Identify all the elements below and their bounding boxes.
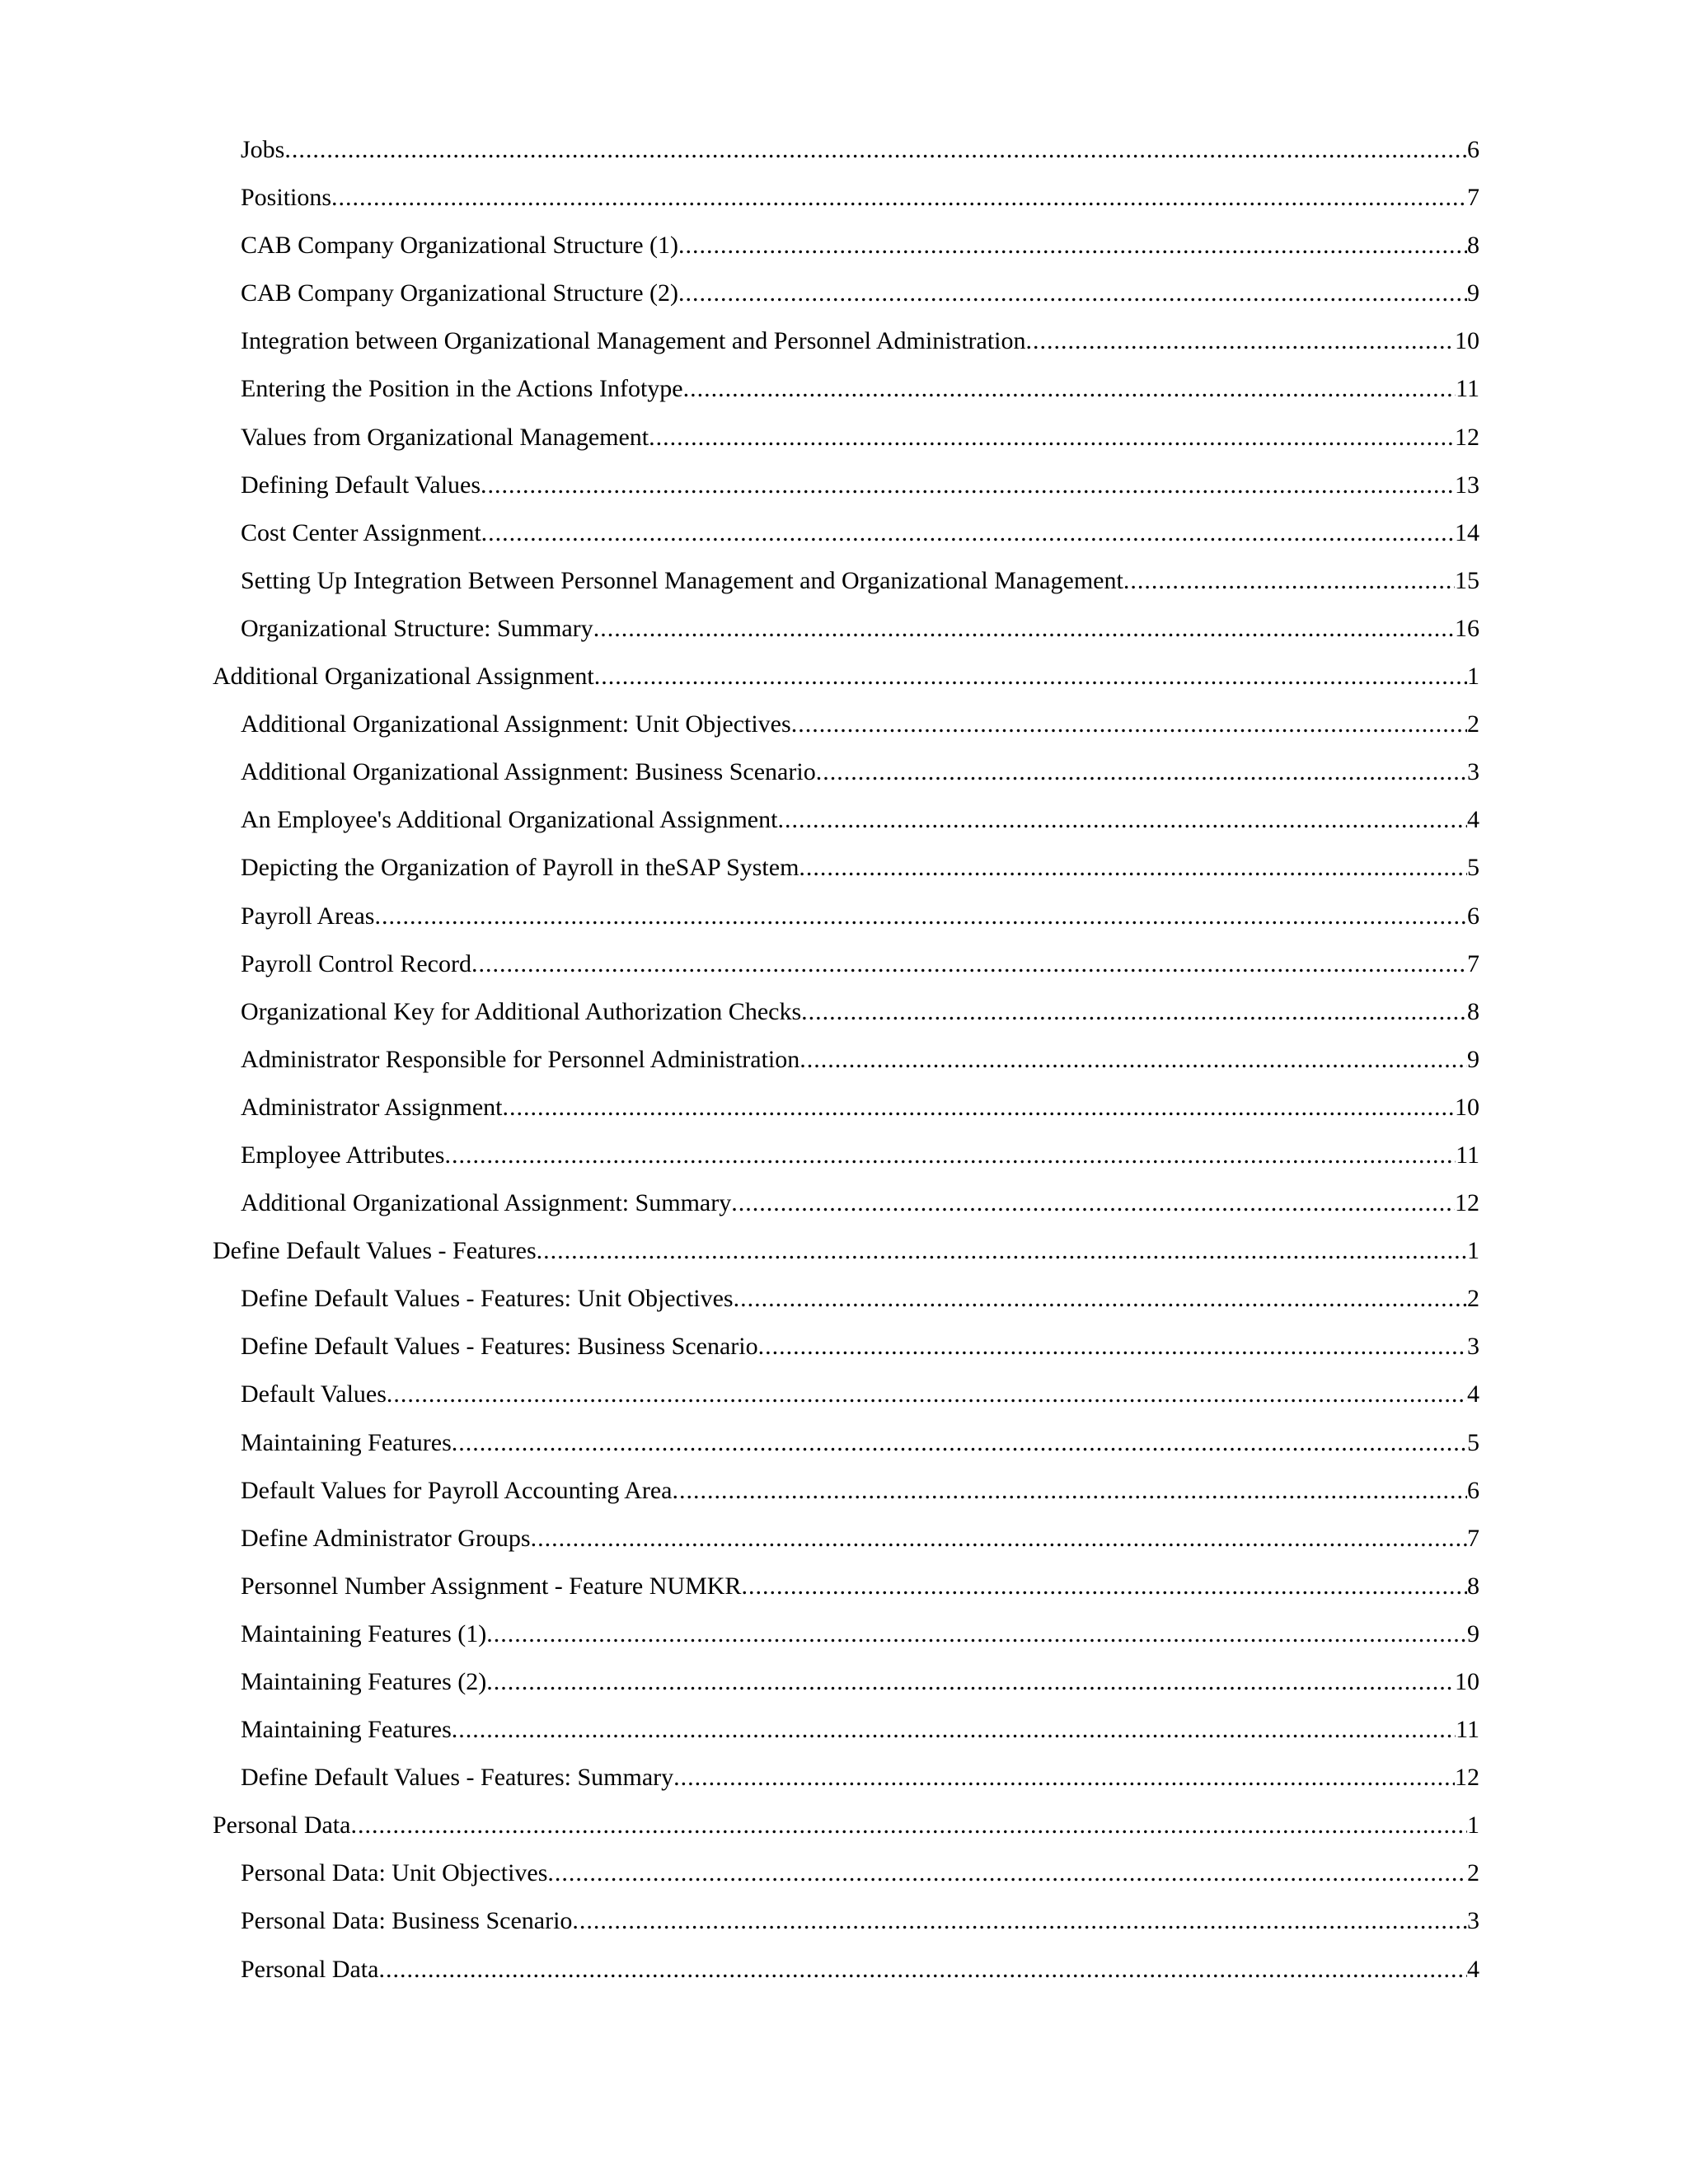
toc-entry-page-number: 10: [1455, 1668, 1479, 1695]
toc-entry-title: Personal Data: [213, 1811, 351, 1840]
toc-entry-title: Organizational Structure: Summary: [241, 614, 593, 642]
toc-entry-page-number: 12: [1455, 1764, 1479, 1792]
toc-dot-leader: [791, 707, 1467, 742]
toc-entry-page-number: 1: [1467, 1811, 1479, 1840]
toc-dot-leader: [331, 180, 1467, 215]
toc-entry-title: Define Default Values - Features: Business Scenario: [241, 1333, 758, 1361]
toc-dot-leader: [486, 1617, 1467, 1652]
toc-entry[interactable]: [213, 1904, 1479, 1952]
toc-entry[interactable]: [213, 1474, 1479, 1521]
toc-entry-page-number: 2: [1467, 1285, 1479, 1313]
toc-entry-title: Define Default Values - Features: Unit Objectives: [241, 1285, 734, 1313]
toc-dot-leader: [801, 995, 1467, 1029]
toc-entry-page-number: 12: [1455, 1189, 1479, 1217]
toc-entry[interactable]: [213, 851, 1479, 898]
toc-entry[interactable]: [213, 516, 1479, 564]
toc-dot-leader: [593, 612, 1455, 646]
toc-dot-leader: [799, 851, 1467, 885]
toc-entry[interactable]: [213, 612, 1479, 659]
toc-entry-title: Payroll Control Record: [241, 949, 471, 977]
toc-entry-title: Personal Data: Unit Objectives: [241, 1859, 548, 1887]
toc-entry[interactable]: [213, 803, 1479, 851]
toc-entry[interactable]: [213, 995, 1479, 1043]
toc-dot-leader: [471, 947, 1467, 982]
toc-entry-page-number: 5: [1467, 1428, 1479, 1456]
toc-entry-title: Administrator Responsible for Personnel Administration: [241, 1045, 800, 1073]
toc-entry-title: Administrator Assignment: [241, 1093, 503, 1121]
toc-entry-page-number: 12: [1455, 423, 1479, 451]
toc-entry[interactable]: [213, 468, 1479, 516]
toc-entry-title: Integration between Organizational Management and Personnel Administration: [241, 327, 1026, 355]
toc-entry-page-number: 6: [1467, 902, 1479, 930]
toc-dot-leader: [284, 133, 1467, 167]
toc-entry-title: Personnel Number Assignment - Feature NUMKR: [241, 1572, 742, 1600]
toc-entry-title: Entering the Position in the Actions Infotype: [241, 375, 683, 403]
toc-dot-leader: [486, 1665, 1455, 1699]
toc-entry-title: An Employee's Additional Organizational Assignment: [241, 806, 778, 834]
toc-entry-page-number: 8: [1467, 232, 1479, 260]
toc-entry[interactable]: [213, 755, 1479, 803]
toc-entry-title: Additional Organizational Assignment: Business Scenario: [241, 758, 816, 786]
toc-entry-page-number: 7: [1467, 1524, 1479, 1552]
toc-entry-page-number: 4: [1467, 806, 1479, 834]
toc-entry-title: Default Values for Payroll Accounting Area: [241, 1476, 673, 1504]
toc-entry-page-number: 1: [1467, 1237, 1479, 1265]
toc-entry-page-number: 11: [1456, 1716, 1479, 1744]
toc-entry-title: Define Default Values - Features: Summary: [241, 1764, 674, 1792]
toc-entry[interactable]: [213, 1282, 1479, 1329]
toc-dot-leader: [649, 420, 1455, 455]
toc-dot-leader: [481, 516, 1455, 551]
toc-entry-page-number: 3: [1467, 1907, 1479, 1935]
toc-entry-page-number: 16: [1455, 614, 1479, 642]
toc-entry[interactable]: [213, 707, 1479, 755]
toc-entry-title: Employee Attributes: [241, 1141, 445, 1169]
toc-entry-page-number: 4: [1467, 1380, 1479, 1408]
toc-entry-page-number: 4: [1467, 1955, 1479, 1983]
toc-entry-title: Maintaining Features: [241, 1716, 452, 1744]
toc-entry-title: Defining Default Values: [241, 471, 481, 499]
toc-entry-page-number: 11: [1456, 1141, 1479, 1169]
toc-dot-leader: [452, 1426, 1467, 1460]
toc-entry-page-number: 5: [1467, 854, 1479, 882]
toc-entry[interactable]: [213, 1713, 1479, 1760]
toc-entry[interactable]: [213, 1426, 1479, 1474]
table-of-contents: [213, 133, 1479, 2000]
toc-entry[interactable]: [213, 1186, 1479, 1234]
toc-entry[interactable]: [213, 324, 1479, 372]
toc-entry[interactable]: [213, 1952, 1479, 2000]
toc-dot-leader: [683, 372, 1456, 406]
toc-entry-title: Depicting the Organization of Payroll in theSAP System: [241, 854, 799, 882]
toc-dot-leader: [672, 1474, 1467, 1508]
toc-entry-page-number: 8: [1467, 997, 1479, 1025]
toc-dot-leader: [678, 276, 1467, 311]
toc-entry-page-number: 2: [1467, 710, 1479, 738]
toc-entry[interactable]: [213, 1617, 1479, 1665]
toc-dot-leader: [594, 659, 1467, 694]
toc-dot-leader: [350, 1808, 1467, 1843]
toc-entry-title: Payroll Areas: [241, 902, 375, 930]
toc-entry-page-number: 7: [1467, 184, 1479, 212]
toc-entry[interactable]: [213, 1090, 1479, 1138]
toc-dot-leader: [572, 1904, 1467, 1938]
toc-dot-leader: [741, 1569, 1467, 1604]
toc-entry[interactable]: [213, 1138, 1479, 1186]
toc-section-entry[interactable]: [213, 1234, 1479, 1282]
toc-dot-leader: [731, 1186, 1455, 1221]
toc-entry[interactable]: [213, 1760, 1479, 1808]
toc-dot-leader: [734, 1282, 1467, 1316]
toc-dot-leader: [1123, 564, 1455, 598]
toc-entry[interactable]: [213, 1329, 1479, 1377]
toc-dot-leader: [444, 1138, 1456, 1173]
toc-entry[interactable]: [213, 1043, 1479, 1090]
toc-entry-title: Default Values: [241, 1380, 387, 1408]
toc-entry-title: Positions: [241, 184, 332, 212]
toc-entry-page-number: 9: [1467, 1045, 1479, 1073]
toc-dot-leader: [503, 1090, 1456, 1125]
toc-entry-page-number: 10: [1455, 327, 1479, 355]
toc-entry-page-number: 10: [1455, 1093, 1479, 1121]
toc-entry[interactable]: [213, 947, 1479, 995]
toc-entry-page-number: 13: [1455, 471, 1479, 499]
toc-entry-page-number: 7: [1467, 949, 1479, 977]
toc-entry[interactable]: [213, 1569, 1479, 1617]
toc-dot-leader: [387, 1377, 1467, 1412]
toc-entry-page-number: 1: [1467, 663, 1479, 691]
toc-dot-leader: [452, 1713, 1456, 1747]
toc-entry[interactable]: [213, 1665, 1479, 1713]
toc-entry-page-number: 15: [1455, 566, 1479, 594]
toc-entry-title: Define Administrator Groups: [241, 1524, 531, 1552]
toc-entry-title: Setting Up Integration Between Personnel Management and Organizational Management: [241, 566, 1123, 594]
toc-dot-leader: [678, 228, 1467, 263]
toc-dot-leader: [777, 803, 1467, 837]
toc-entry-page-number: 6: [1467, 1476, 1479, 1504]
toc-entry-title: Organizational Key for Additional Authorization Checks: [241, 997, 802, 1025]
toc-entry-title: CAB Company Organizational Structure (1): [241, 232, 679, 260]
toc-dot-leader: [537, 1234, 1467, 1268]
toc-entry[interactable]: [213, 133, 1479, 180]
toc-entry[interactable]: [213, 372, 1479, 419]
toc-entry[interactable]: [213, 276, 1479, 324]
toc-entry[interactable]: [213, 180, 1479, 228]
toc-dot-leader: [1026, 324, 1455, 359]
toc-entry-title: Values from Organizational Management: [241, 423, 649, 451]
toc-entry[interactable]: [213, 420, 1479, 468]
toc-entry[interactable]: [213, 1856, 1479, 1904]
toc-entry-page-number: 9: [1467, 1619, 1479, 1647]
toc-entry-page-number: 9: [1467, 279, 1479, 307]
toc-entry-title: Define Default Values - Features: [213, 1237, 537, 1265]
toc-entry-title: Maintaining Features (1): [241, 1619, 487, 1647]
toc-entry-title: Additional Organizational Assignment: [213, 663, 594, 691]
toc-entry-title: Additional Organizational Assignment: Summary: [241, 1189, 732, 1217]
toc-entry[interactable]: [213, 228, 1479, 276]
toc-entry[interactable]: [213, 564, 1479, 612]
toc-entry[interactable]: [213, 1377, 1479, 1425]
toc-entry-page-number: 2: [1467, 1859, 1479, 1887]
toc-entry-page-number: 3: [1467, 758, 1479, 786]
toc-entry-page-number: 11: [1456, 375, 1479, 403]
toc-entry[interactable]: [213, 1521, 1479, 1569]
toc-entry-page-number: 8: [1467, 1572, 1479, 1600]
toc-entry-title: Personal Data: [241, 1955, 379, 1983]
toc-dot-leader: [374, 899, 1467, 934]
toc-dot-leader: [758, 1329, 1467, 1364]
toc-entry-title: Personal Data: Business Scenario: [241, 1907, 573, 1935]
toc-section-entry[interactable]: [213, 659, 1479, 707]
toc-dot-leader: [816, 755, 1467, 790]
toc-entry-title: Cost Center Assignment: [241, 518, 481, 546]
toc-entry-title: Maintaining Features (2): [241, 1668, 487, 1695]
toc-entry-title: CAB Company Organizational Structure (2): [241, 279, 679, 307]
toc-entry-page-number: 6: [1467, 136, 1479, 163]
toc-entry-page-number: 3: [1467, 1333, 1479, 1361]
toc-dot-leader: [378, 1952, 1467, 1987]
toc-dot-leader: [547, 1856, 1467, 1891]
toc-dot-leader: [673, 1760, 1455, 1795]
toc-section-entry[interactable]: [213, 1808, 1479, 1856]
toc-entry-page-number: 14: [1455, 518, 1479, 546]
toc-entry[interactable]: [213, 899, 1479, 947]
toc-dot-leader: [481, 468, 1455, 503]
toc-entry-title: Maintaining Features: [241, 1428, 452, 1456]
toc-dot-leader: [799, 1043, 1467, 1077]
toc-dot-leader: [531, 1521, 1467, 1556]
toc-entry-title: Jobs: [241, 136, 285, 163]
toc-entry-title: Additional Organizational Assignment: Unit Objectives: [241, 710, 791, 738]
